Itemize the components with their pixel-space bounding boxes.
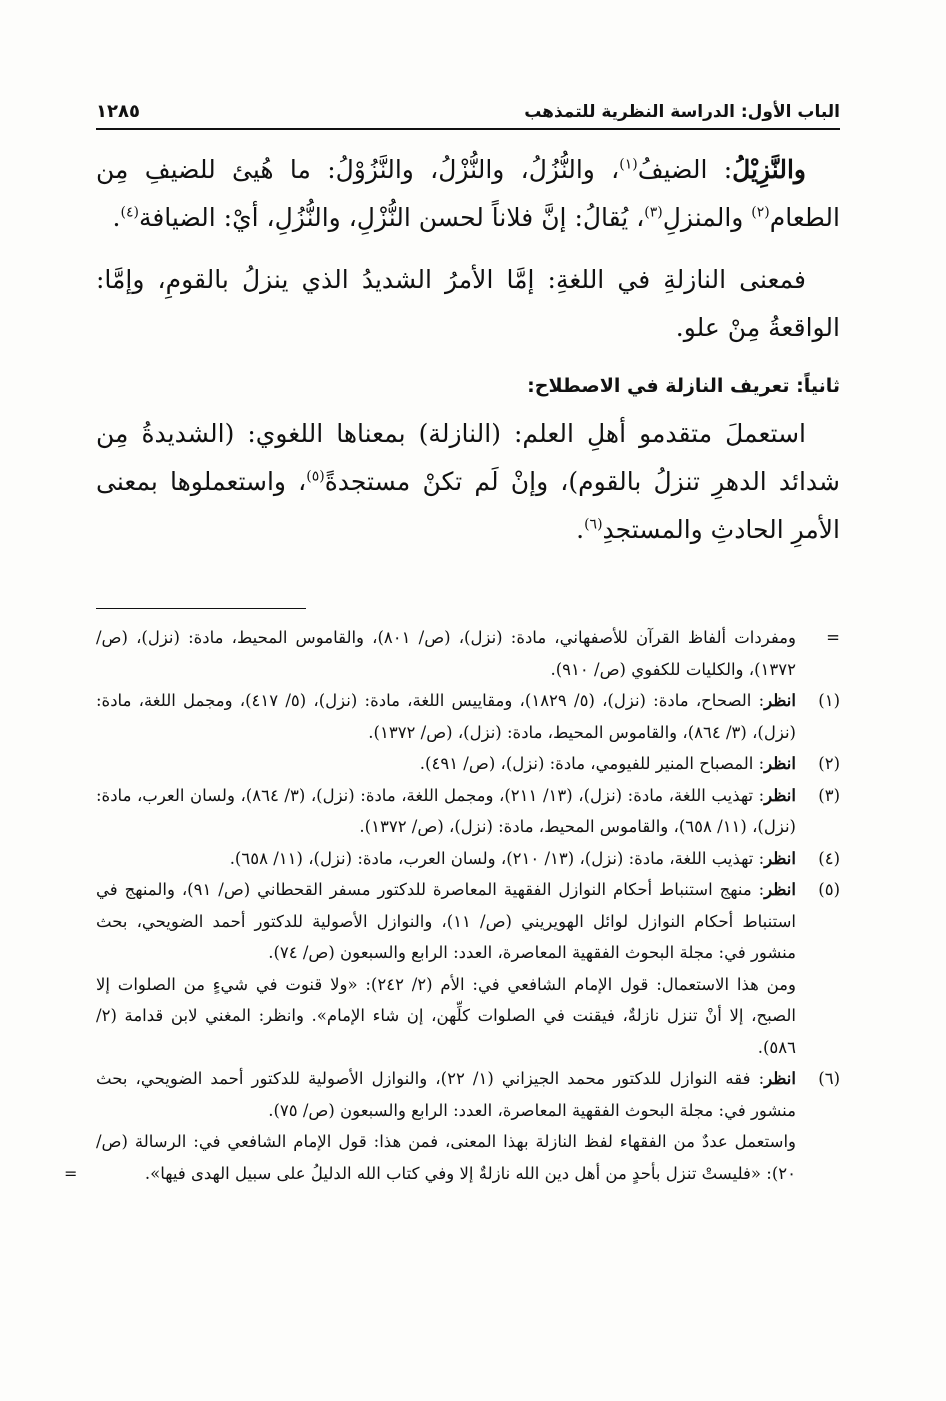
chapter-title: الباب الأول: الدراسة النظرية للتمذهب [524,102,840,122]
paragraph-definition [96,146,840,242]
continuation-mark: = [64,1163,78,1183]
footnote-continuation [96,622,840,685]
footnote-lead: انظر [764,848,796,868]
footnote-text [96,874,796,969]
footnote-number: (٣) [818,785,840,805]
footnote-text [96,748,796,780]
footnote-6-extra [64,1126,840,1189]
footnote-text [96,843,796,875]
header-rule [96,128,840,130]
footnote-text [96,780,796,843]
footnote-body: : تهذيب اللغة، مادة: (نزل)، (١٣/ ٢١٠)، ولسان العرب، مادة: (نزل)، (١١/ ٦٥٨). [229,848,765,868]
footnote-ref-1[interactable]: (١) [619,156,638,173]
main-text [96,146,840,568]
footnote-ref-2[interactable]: (٢) [751,204,770,221]
text-span: ، واستعملوها بمعنى الأمرِ الحادثِ والمستجدِ [96,467,840,544]
text-span: . [576,515,585,544]
text-span: . [112,203,121,232]
footnote-body: واستعمل عددٌ من الفقهاء لفظ النازلة بهذا المعنى، فمن هذا: قول الإمام الشافعي في: الرسالة (ص/ ٢٠): «فليستْ تنزل بأحدٍ من أهل دين الله نازلةٌ إلا وفي كتاب الله الدليلُ على سبيل الهدى فيها». [96,1132,796,1183]
footnote-body: : المصباح المنير للفيومي، مادة: (نزل)، (ص/ ٤٩١). [419,754,765,773]
footnote-number: (٥) [818,880,840,899]
footnote-lead: انظر [764,1069,796,1088]
footnote-text: ومفردات ألفاظ القرآن للأصفهاني، مادة: (نزل)، (ص/ ٨٠١)، والقاموس المحيط، مادة: (نزل)، (ص/ ١٣٧٢)، والكليات للكفوي (ص/ ٩١٠). [96,628,796,679]
text-span: استعملَ متقدمو أهلِ العلم: (النازلة) بمعناها اللغوي: (الشديدةُ مِن شدائد الدهرِ تنزلُ بالقوم)، وإنْ لَم تكنْ مستجدةً [96,419,840,496]
paragraph-usage [96,410,840,554]
footnote-text: ومن هذا الاستعمال: قول الإمام الشافعي في: الأم (٢/ ٢٤٢): «ولا قنوت في شيءٍ من الصلوات إلا الصبح، إلا أنْ تنزل نازلةٌ، فيقنت في الصلوات كلِّهن، إن شاء الإمام». وانظر: المغني لابن قدامة (٢/ ٥٨٦). [96,974,796,1057]
footnote-ref-5[interactable]: (٥) [306,468,325,485]
continuation-mark: = [826,628,840,647]
footnote-body: : الصحاح، مادة: (نزل)، (٥/ ١٨٢٩)، ومقاييس اللغة، مادة: (نزل)، (٥/ ٤١٧)، ومجمل اللغة، مادة: (نزل)، (٣/ ٨٦٤)، والقاموس المحيط، مادة: (نزل)، (ص/ ١٣٧٢). [96,691,796,742]
footnote-4 [96,843,840,875]
text-span: ، يُقالُ: إنَّ فلاناً لحسن النُّزْلِ، والنُّزُلِ، أيْ: الضيافة [138,203,645,232]
footnote-body: : منهج استنباط أحكام النوازل الفقهية المعاصرة للدكتور مسفر القحطاني (ص/ ٩١)، والمنهج في استنباط أحكام النوازل لوائل الهويريني (ص/ ١١)، والنوازل الأصولية للدكتور أحمد الضويحي، بحث منشور في: مجلة البحوث الفقهية المعاصرة، العدد: الرابع والسبعون (ص/ ٧٤). [96,880,796,962]
footnote-text [96,685,796,748]
footnote-lead: انظر [764,691,796,710]
term-nazil: والنَّزِيْلُ [732,155,806,184]
text-span: : الضيفُ [637,155,733,184]
footnote-5-extra [96,969,840,1064]
section-subheading: ثانياً: تعريف النازلة في الاصطلاح: [527,375,840,397]
text-span: والمنزلِ [662,203,752,232]
footnote-number: (٦) [818,1069,840,1088]
footnote-number: (١) [818,691,840,710]
paragraph-meaning: فمعنى النازلةِ في اللغةِ: إمَّا الأمرُ الشديدُ الذي ينزلُ بالقومِ، وإمَّا: الواقعةُ مِنْ علو. [96,265,840,342]
page-number: ١٢٨٥ [96,101,140,122]
footnotes-section [64,622,840,1189]
footnote-lead: انظر [764,880,796,899]
footnote-body: : تهذيب اللغة، مادة: (نزل)، (١٣/ ٢١١)، ومجمل اللغة، مادة: (نزل)، (٣/ ٨٦٤)، ولسان العرب، مادة: (نزل)، (١١/ ٦٥٨)، والقاموس المحيط، مادة: (نزل)، (ص/ ١٣٧٢). [96,785,796,836]
book-page [64,0,840,1401]
footnote-1 [96,685,840,748]
footnote-2 [96,748,840,780]
footnote-ref-3[interactable]: (٣) [644,204,663,221]
footnote-separator [96,608,306,609]
text-span: ، والنُّزُلُ، والنُّزْلُ، والنَّزُوْلُ: ما هُيئ للضيفِ مِن الطعام [96,155,840,232]
footnote-ref-4[interactable]: (٤) [120,204,139,221]
footnote-body: : فقه النوازل للدكتور محمد الجيزاني (١/ ٢٢)، والنوازل الأصولية للدكتور أحمد الضويحي، بحث منشور في: مجلة البحوث الفقهية المعاصرة، العدد: الرابع والسبعون (ص/ ٧٥). [96,1069,796,1120]
footnote-5 [96,874,840,969]
footnote-lead: انظر [764,785,796,805]
footnote-number: (٤) [818,848,840,868]
footnote-3 [96,780,840,843]
footnote-6 [96,1063,840,1126]
footnote-lead: انظر [764,754,796,773]
footnote-text [64,1126,796,1189]
running-header [96,92,840,122]
footnote-ref-6[interactable]: (٦) [584,516,603,533]
footnote-number: (٢) [818,754,840,773]
footnote-text [96,1063,796,1126]
